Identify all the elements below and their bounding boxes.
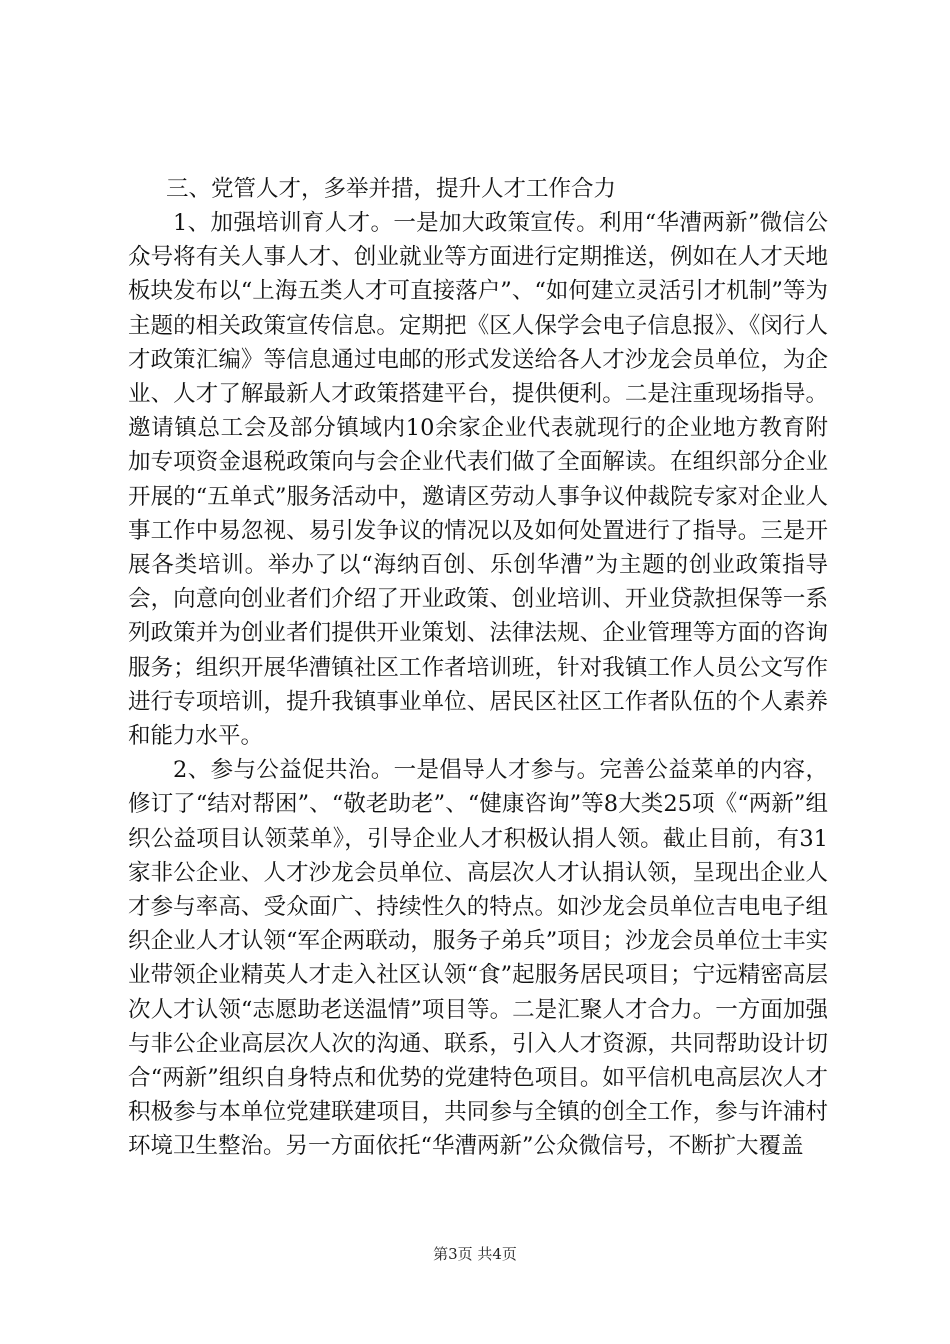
section-heading: 三、党管人才，多举并措，提升人才工作合力 bbox=[166, 176, 617, 202]
document-body bbox=[128, 172, 828, 1164]
page-number-footer: 第3页 共4页 bbox=[433, 1245, 517, 1263]
paragraph-training: 1、加强培训育人才。一是加大政策宣传。利用“华漕两新”微信公众号将有关人事人才、创业就业等方面进行定期推送，例如在人才天地板块发布以“上海五类人才可直接落户”、“如何建立灵活引才机制”等为主题的相关政策宣传信息。定期把《区人保学会电子信息报》、《闵行人才政策汇编》等信息通过电邮的形式发送给各人才沙龙会员单位，为企业、人才了解最新人才政策搭建平台，提供便利。二是注重现场指导。邀请镇总工会及部分镇域内10余家企业代表就现行的企业地方教育附加专项资金退税政策向与会企业代表们做了全面解读。在组织部分企业开展的“五单式”服务活动中，邀请区劳动人事争议仲裁院专家对企业人事工作中易忽视、易引发争议的情况以及如何处置进行了指导。三是开展各类培训。举办了以“海纳百创、乐创华漕”为主题的创业政策指导会，向意向创业者们介绍了开业政策、创业培训、开业贷款担保等一系列政策并为创业者们提供开业策划、法律法规、企业管理等方面的咨询服务；组织开展华漕镇社区工作者培训班，针对我镇工作人员公文写作进行专项培训，提升我镇事业单位、居民区社区工作者队伍的个人素养和能力水平。 bbox=[128, 210, 828, 750]
paragraph-public-welfare: 2、参与公益促共治。一是倡导人才参与。完善公益菜单的内容，修订了“结对帮困”、“敬老助老”、“健康咨询”等8大类25项《“两新”组织公益项目认领菜单》，引导企业人才积极认捐人领。截止目前，有31家非公企业、人才沙龙会员单位、高层次人才认捐认领，呈现出企业人才参与率高、受众面广、持续性久的特点。如沙龙会员单位吉电电子组织企业人才认领“军企两联动，服务子弟兵”项目；沙龙会员单位士丰实业带领企业精英人才走入社区认领“食”起服务居民项目；宁远精密高层次人才认领“志愿助老送温情”项目等。二是汇聚人才合力。一方面加强与非公企业高层次人次的沟通、联系，引入人才资源，共同帮助设计切合“两新”组织自身特点和优势的党建特色项目。如平信机电高层次人才积极参与本单位党建联建项目，共同参与全镇的创全工作，参与许浦村环境卫生整治。另一方面依托“华漕两新”公众微信号，不断扩大覆盖 bbox=[128, 757, 828, 1160]
